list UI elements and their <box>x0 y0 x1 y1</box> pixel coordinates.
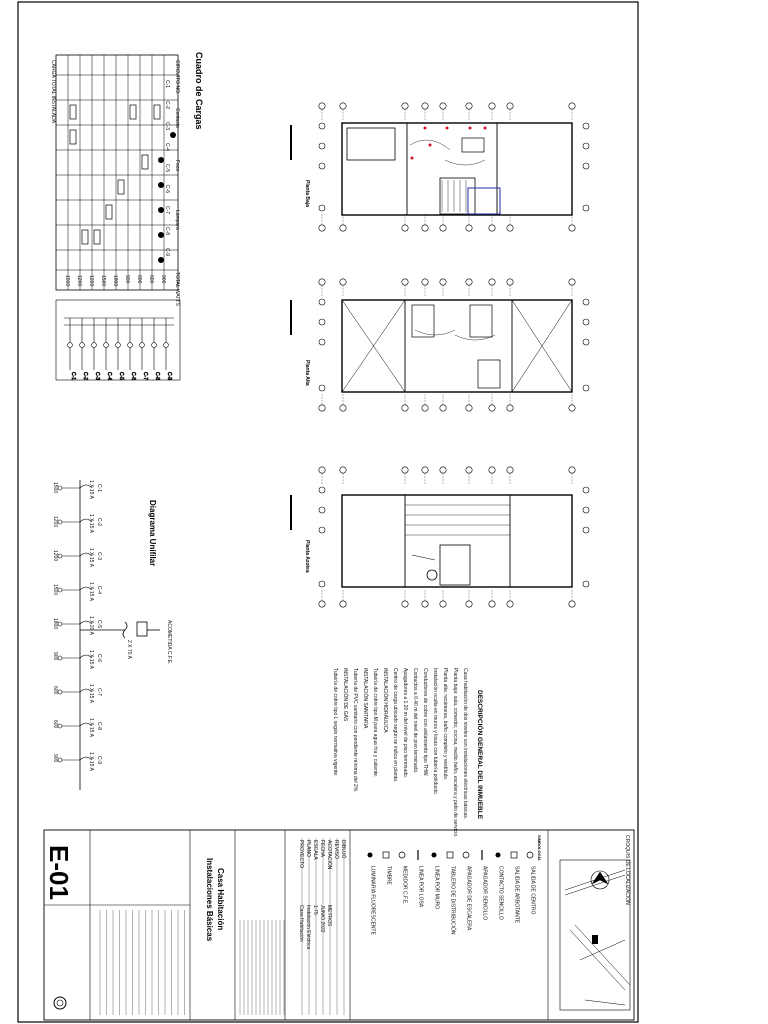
description-line: Contactos a 0.40 m del nivel de piso terminado. <box>412 668 418 774</box>
title-block-label: DIBUJÓ <box>340 840 346 859</box>
panel-circuit-label: C-8 <box>154 372 160 381</box>
load-table-title: Cuadro de Cargas <box>194 52 204 130</box>
axis-marker <box>340 405 346 411</box>
unifilar-circuit-label: C-4 <box>96 586 102 595</box>
axis-marker <box>422 225 428 231</box>
unifilar-circuit-label: C-6 <box>96 654 102 663</box>
description-line: INSTALACIÓN SANITARIA <box>362 668 368 729</box>
load-table-header-contact: Contacto <box>174 108 180 129</box>
legend-item-label: CONTACTO SENCILLO <box>497 866 504 920</box>
unifilar-breaker-label: 1 X 15 A <box>88 514 94 533</box>
axis-marker <box>569 279 575 285</box>
axis-marker <box>466 279 472 285</box>
axis-marker <box>507 405 513 411</box>
title-block-label: PROYECTO <box>298 840 304 868</box>
description-line: Tubería de cobre tipo L según normativa vigente. <box>332 668 338 777</box>
axis-marker <box>340 601 346 607</box>
description-line: Planta alta: recámaras, baño completo y vestíbulo. <box>442 668 448 781</box>
load-table-circuit: C-2 <box>164 101 170 110</box>
axis-marker <box>402 467 408 473</box>
axis-marker <box>319 279 325 285</box>
load-table-watts: 1200 <box>76 275 82 287</box>
title-block-label: REVISÓ <box>333 840 339 859</box>
plan-label-ground: Planta Baja <box>304 180 310 207</box>
axis-marker <box>489 279 495 285</box>
title-block <box>44 830 634 1020</box>
title-block-value: METROS <box>326 905 332 927</box>
unifilar-circuit-label: C-5 <box>96 620 102 629</box>
unifilar-watts-label: 600 <box>52 686 58 695</box>
load-table-watts: 1200 <box>88 275 94 287</box>
legend-item-label: MEDIDOR C.F.E. <box>401 866 408 905</box>
legend-item-label: LUMINARIA FLUORESCENTE <box>369 866 376 935</box>
legend-symbol-icon <box>463 852 469 858</box>
legend-symbol-icon <box>383 852 389 858</box>
description-line: INSTALACIÓN HIDRÁULICA <box>382 668 388 733</box>
axis-marker <box>340 279 346 285</box>
load-table-watts: 1500 <box>100 275 106 287</box>
axis-marker <box>402 279 408 285</box>
axis-marker <box>402 225 408 231</box>
axis-marker <box>507 601 513 607</box>
panel-circuit-label: C-7 <box>142 372 148 381</box>
axis-marker <box>569 103 575 109</box>
load-table-watts: 600 <box>148 275 154 284</box>
axis-markers <box>319 103 589 607</box>
axis-marker <box>466 467 472 473</box>
unifilar-breaker-label: 1 X 15 A <box>88 582 94 601</box>
unifilar-circuit-label: C-2 <box>96 518 102 527</box>
axis-marker <box>319 405 325 411</box>
load-table-header-total: TOTAL WATTS <box>174 272 180 306</box>
panel-circuit-label: C-6 <box>130 372 136 381</box>
title-block-value: Casa Habitación <box>298 905 304 942</box>
axis-marker <box>319 601 325 607</box>
load-table-header-circuit: CIRCUITO NO. <box>174 60 180 95</box>
unifilar-breaker-label: 1 X 15 A <box>88 548 94 567</box>
unifilar-watts-label: 1200 <box>52 516 58 528</box>
axis-marker <box>440 467 446 473</box>
unifilar-circuit-label: C-9 <box>96 756 102 765</box>
unifilar-circuit-label: C-1 <box>96 484 102 493</box>
load-table-watts: 1500 <box>64 275 70 287</box>
unifilar-circuit-label: C-8 <box>96 722 102 731</box>
legend-symbol-icon <box>432 853 437 858</box>
load-table-circuit: C-4 <box>164 143 170 152</box>
plan-label-upper: Planta Alta <box>304 360 310 386</box>
axis-marker <box>440 279 446 285</box>
panel-circuit-label: C-9 <box>166 372 172 381</box>
legend-symbol-icon <box>511 852 517 858</box>
description-line: INSTALACIÓN DE GAS <box>342 668 348 722</box>
title-block-label: PLANO <box>305 840 311 857</box>
axis-marker <box>440 103 446 109</box>
axis-marker <box>340 103 346 109</box>
axis-marker <box>507 279 513 285</box>
load-table-circuit: C-7 <box>164 206 170 215</box>
axis-marker <box>466 601 472 607</box>
description-block <box>332 668 485 838</box>
axis-marker <box>489 467 495 473</box>
unifilar-main-breaker: 2 X 70 A <box>126 640 132 659</box>
axis-marker <box>340 467 346 473</box>
unifilar-breaker-label: 1 X 15 A <box>88 752 94 771</box>
unifilar-watts-label: 1500 <box>52 584 58 596</box>
project-title-2: Casa Habitación <box>216 868 225 931</box>
title-block-value: JUNIO 2022 <box>319 905 325 933</box>
axis-marker <box>507 467 513 473</box>
unifilar-circuit-label: C-3 <box>96 552 102 561</box>
description-line: Apagadores a 1.20 m del nivel de piso terminado. <box>402 668 408 779</box>
axis-marker <box>422 405 428 411</box>
axis-marker <box>569 405 575 411</box>
unifilar-watts-label: 900 <box>52 754 58 763</box>
unifilar-meter-label: ACOMETIDA C.F.E. <box>166 620 172 665</box>
location-label: CROQUIS DE LOCALIZACIÓN <box>624 835 630 905</box>
unifilar-watts-label: 1200 <box>52 550 58 562</box>
unifilar-watts-label: 600 <box>52 720 58 729</box>
axis-marker <box>422 103 428 109</box>
axis-marker <box>489 225 495 231</box>
description-line: Instalación oculta en muros y losas con tubería poliducto. <box>432 668 438 796</box>
unifilar-breaker-label: 1 X 15 A <box>88 684 94 703</box>
description-line: Conductores de cobre con aislamiento tipo THW. <box>422 668 428 777</box>
panel-schematic <box>56 300 180 380</box>
unifilar-watts-label: 900 <box>52 652 58 661</box>
project-title-1: Instalaciones Básicas <box>205 858 214 942</box>
unifilar-breaker-label: 1 X 20 A <box>88 616 94 635</box>
title-block-label: FECHA <box>319 840 325 857</box>
axis-marker <box>507 225 513 231</box>
axis-marker <box>319 467 325 473</box>
floor-plan-upper <box>291 300 572 392</box>
axis-marker <box>440 601 446 607</box>
unifilar-breaker-label: 1 X 15 A <box>88 480 94 499</box>
unifilar-breaker-label: 1 X 15 A <box>88 718 94 737</box>
title-block-value: Instalación Eléctrica <box>305 905 311 950</box>
axis-marker <box>319 103 325 109</box>
legend-item-label: LÍNEA POR LOSA <box>417 866 424 908</box>
unifilar-diagram <box>52 480 172 790</box>
title-block-label: ESCALA <box>312 840 318 860</box>
load-table-circuit: C-3 <box>164 122 170 131</box>
unifilar-circuit-label: C-7 <box>96 688 102 697</box>
load-table-watts: 900 <box>160 275 166 284</box>
description-line: Casa habitación de dos niveles con instalaciones eléctricas básicas. <box>462 668 468 820</box>
axis-marker <box>489 405 495 411</box>
legend-title: SIMBOLOGÍA <box>537 835 542 861</box>
load-table-watts: 600 <box>136 275 142 284</box>
axis-marker <box>422 467 428 473</box>
floor-plan-roof <box>291 495 572 587</box>
legend-symbol-icon <box>447 852 453 858</box>
legend-symbol-icon <box>368 853 373 858</box>
legend-item-label: APAGADOR DE ESCALERA <box>465 866 472 931</box>
unifilar-title: Diagrama Unifilar <box>148 500 157 567</box>
description-line: Planta baja: sala, comedor, cocina, medio baño, escalera y patio de servicio. <box>452 668 458 838</box>
description-line: Tubería de cobre tipo M para agua fría y caliente. <box>372 668 378 778</box>
legend-symbol-icon <box>496 853 501 858</box>
axis-marker <box>466 103 472 109</box>
axis-marker <box>340 225 346 231</box>
panel-circuit-label: C-3 <box>94 372 100 381</box>
axis-marker <box>489 601 495 607</box>
panel-circuit-label: C-5 <box>118 372 124 381</box>
title-block-value: 1:75 <box>312 905 318 915</box>
legend-item-label: SALIDA DE CENTRO <box>529 866 536 915</box>
north-arrow-icon <box>592 872 608 884</box>
description-line: Centro de carga ubicado según se indica en planta. <box>392 668 398 783</box>
legend-item-label: APAGADOR SENCILLO <box>481 866 488 921</box>
axis-marker <box>402 601 408 607</box>
axis-marker <box>466 405 472 411</box>
unifilar-watts-label: 1800 <box>52 618 58 630</box>
axis-marker <box>440 405 446 411</box>
plan-label-roof: Planta Azotea <box>304 540 310 573</box>
axis-marker <box>422 279 428 285</box>
legend-item-label: TIMBRE <box>385 866 392 885</box>
load-table-header-focus: Foco <box>174 160 180 172</box>
floor-plan-ground <box>291 123 572 215</box>
axis-marker <box>402 405 408 411</box>
panel-circuit-label: C-4 <box>106 372 112 381</box>
load-table-watts: 1800 <box>112 275 118 287</box>
axis-marker <box>319 225 325 231</box>
legend-item-label: LÍNEA POR MURO <box>433 866 440 910</box>
axis-marker <box>507 103 513 109</box>
axis-marker <box>422 601 428 607</box>
load-table-circuit: C-1 <box>164 80 170 89</box>
load-table-watts: 900 <box>124 275 130 284</box>
axis-marker <box>569 601 575 607</box>
legend-symbol-icon <box>527 852 533 858</box>
load-table-circuit: C-9 <box>164 248 170 257</box>
unifilar-breaker-label: 1 X 15 A <box>88 650 94 669</box>
panel-circuit-label: C-2 <box>82 372 88 381</box>
sheet-code: E-01 <box>44 845 74 900</box>
unifilar-watts-label: 1500 <box>52 482 58 494</box>
description-line: Tubería de PVC sanitario con pendiente mínima del 2%. <box>352 668 358 793</box>
load-table-circuit: C-5 <box>164 164 170 173</box>
load-table <box>50 52 204 306</box>
panel-circuit-label: C-1 <box>70 372 76 381</box>
legend-item-label: TABLERO DE DISTRIBUCIÓN <box>449 866 456 935</box>
load-table-circuit: C-8 <box>164 227 170 236</box>
load-table-footer: CARGA TOTAL INSTALADA <box>50 60 56 124</box>
axis-marker <box>466 225 472 231</box>
axis-marker <box>569 225 575 231</box>
axis-marker <box>489 103 495 109</box>
axis-marker <box>402 103 408 109</box>
axis-marker <box>440 225 446 231</box>
title-block-label: ACOTACIÓN <box>326 840 332 870</box>
legend-symbol-icon <box>399 852 405 858</box>
load-table-header-lamp: Lámpara <box>174 210 180 230</box>
legend-item-label: SALIDA DE ARBOTANTE <box>513 866 520 924</box>
axis-marker <box>569 467 575 473</box>
load-table-circuit: C-6 <box>164 185 170 194</box>
description-title: DESCRIPCIÓN GENERAL DEL INMUEBLE <box>476 690 483 820</box>
